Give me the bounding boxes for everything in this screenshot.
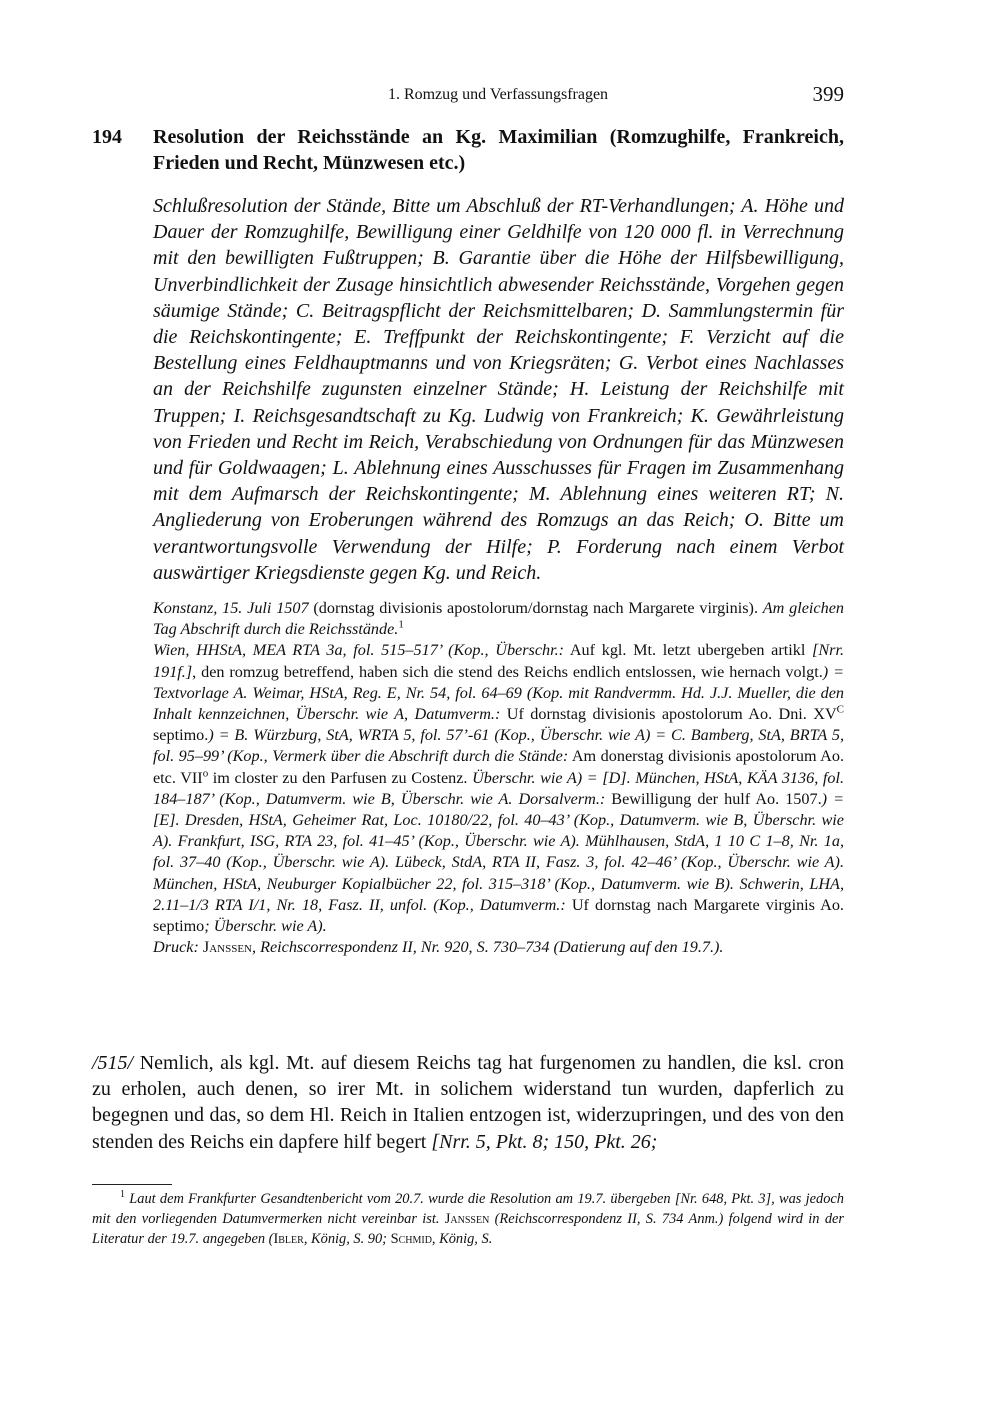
apparatus-quote: Uf dornstag nach Margarete virginis Ao. septimo bbox=[153, 895, 844, 936]
entry-number: 194 bbox=[92, 126, 122, 148]
author-name: Janssen bbox=[439, 1210, 490, 1227]
apparatus-text: Am gleichen Tag Abschrift durch die Reichsstände. bbox=[153, 599, 844, 639]
apparatus-quote: Uf dornstag divisionis apostolorum Ao. Dni. XV bbox=[500, 705, 837, 724]
apparatus-text: , Reichscorrespondenz II, Nr. 920, S. 730–734 (Datierung auf den 19.7.). bbox=[251, 938, 724, 957]
footnote-text: , König, S. 90; bbox=[303, 1230, 391, 1247]
footnote-marker[interactable]: 1 bbox=[398, 618, 404, 631]
source-apparatus bbox=[153, 598, 844, 958]
regest-summary: Schlußresolution der Stände, Bitte um Abschluß der RT-Verhandlungen; A. Höhe und Dauer der Romzughilfe, Bewilligung einer Geldhilfe von 120 000 fl. in Verrechnung mit den bewilligten Fußtruppen; B. Garantie über die Höhe der Hilfsbewilligung, Unverbindlichkeit der Zusage hinsichtlich abwesender Reichsstände, Vorgehen gegen säumige Stände; C. Beitragspflicht der Reichsmittelbaren; D. Sammlungstermin für die Reichskontingente; E. Treffpunkt der Reichskontingente; F. Verzicht auf die Bestellung eines Feldhauptmanns und von Kriegsräten; G. Verbot eines Nachlasses an der Reichshilfe zugunsten einzelner Stände; H. Leistung der Reichshilfe mit Truppen; I. Reichsgesandtschaft zu Kg. Ludwig von Frankreich; K. Gewährleistung von Frieden und Recht im Reich, Verabschiedung von Ordnungen für das Münzwesen und für Goldwaagen; L. Ablehnung eines Ausschusses für Fragen im Zusammenhang mit dem Aufmarsch der Reichskontingente; M. Ablehnung eines weiteren RT; N. Angliederung von Eroberungen während des Romzugs an das Reich; O. Bitte um verantwortungsvolle Verwendung der Hilfe; P. Forderung nach einem Verbot auswärtiger Kriegsdienste gegen Kg. und Reich. bbox=[153, 195, 844, 584]
apparatus-text: Überschr. wie A) = [D]. München, HStA, KÄA 3136, fol. 184–187’ (Kop., Datumverm. wie B, Überschr. wie A. Dorsalverm.: bbox=[153, 768, 844, 808]
entry-title: Resolution der Reichsstände an Kg. Maximilian (Romzughilfe, Frankreich, Frieden und Recht, Münzwesen etc.) bbox=[153, 126, 844, 174]
footnote-text: Laut dem Frankfurter Gesandtenbericht vom 20.7. wurde die Resolution am 19.7. übergeben [Nr. 648, Pkt. 3], was jedoch mit den vorliegenden Datumvermerken nicht vereinbar ist. bbox=[92, 1191, 844, 1227]
apparatus-text: Wien, HHStA, MEA RTA 3a, fol. 515–517’ (Kop., Überschr.: bbox=[153, 641, 565, 660]
apparatus-reference: [Nrr. 191f.] bbox=[153, 641, 844, 681]
footnote-text: , König, S. bbox=[431, 1230, 493, 1247]
apparatus-quote: Auf kgl. Mt. letzt ubergeben artikl bbox=[564, 641, 813, 660]
apparatus-superscript: C bbox=[836, 703, 844, 716]
apparatus-quote: im closter zu den Parfusen zu Costenz. bbox=[208, 768, 473, 787]
footnote-text: (Reichscorrespondenz II, S. 734 Anm.) folgend wird in der Literatur der 19.7. angegeben ( bbox=[92, 1210, 844, 1247]
running-head-title: 1. Romzug und Verfassungsfragen bbox=[387, 86, 609, 103]
footnote-divider bbox=[92, 1184, 172, 1185]
print-label: Druck: bbox=[153, 938, 199, 957]
cross-reference: [Nrr. 5, Pkt. 8; 150, Pkt. 26; bbox=[431, 1130, 658, 1153]
apparatus-text: ; Überschr. wie A). bbox=[204, 917, 327, 936]
author-name: Schmid bbox=[390, 1230, 432, 1247]
edition-text-run: Nemlich, als kgl. Mt. auf diesem Reichs tag hat furgenomen zu handlen, die ksl. cron zu erholen, auch denen, so irer Mt. in solichem widerstand tun wurden, dapferlich zu begegnen und das, so dem Hl. Reich in Italien entzogen ist, widerzupringen, und des von den stenden des Reichs ein dapfere hilf begert bbox=[92, 1052, 844, 1153]
apparatus-quote: septimo. bbox=[153, 726, 209, 745]
author-name: Ibler bbox=[273, 1230, 304, 1247]
apparatus-text: ) = B. Würzburg, StA, WRTA 5, fol. 57’-61 (Kop., Überschr. wie A) = C. Bamberg, StA, BRTA 5, fol. 95–99’ (Kop., Vermerk über die Abschrift durch die Stände: bbox=[153, 726, 844, 766]
edition-text bbox=[92, 1050, 844, 1155]
footnote-mark: 1 bbox=[120, 1189, 125, 1201]
apparatus-superscript: o bbox=[202, 767, 209, 780]
running-head bbox=[152, 82, 844, 112]
apparatus-text: ) = [E]. Dresden, HStA, Geheimer Rat, Loc. 10180/22, fol. 40–43’ (Kop., Datumverm. wie B, Überschr. wie A). Frankfurt, ISG, RTA 23, fol. 41–45’ (Kop., Überschr. wie A). Mühlhausen, StdA, 1 10 C 1–8, Nr. 1a, fol. 37–40 (Kop., Überschr. wie A). Lübeck, StdA, RTA II, Fasz. 3, fol. 42–46’ (Kop., Überschr. wie A). München, HStA, Neuburger Kopialbücher 22, fol. 315–318’ (Kop., Datumverm. wie B). Schwerin, LHA, 2.11–1/3 RTA I/1, Nr. 18, Fasz. II, unfol. (Kop., Datumverm.: bbox=[153, 789, 844, 914]
entry-heading bbox=[92, 124, 844, 176]
apparatus-text: (dornstag divisionis apostolorum/dornstag nach Margarete virginis). bbox=[308, 599, 763, 617]
apparatus-quote: , den romzug betreffend, haben sich die stend des Reichs endlich entslossen, wie hernach volgt. bbox=[192, 662, 823, 681]
apparatus-quote: Bewilligung der hulf Ao. 1507. bbox=[605, 789, 822, 808]
date-place: Konstanz, 15. Juli 1507 bbox=[153, 599, 309, 617]
author-name: Janssen bbox=[198, 938, 252, 957]
page-number: 399 bbox=[812, 82, 844, 106]
apparatus-text: ) = Textvorlage A. Weimar, HStA, Reg. E, Nr. 54, fol. 64–69 (Kop. mit Randvermm. Hd. J.J. Mueller, die den Inhalt kennzeichnen, Überschr. wie A, Datumverm.: bbox=[153, 662, 844, 724]
footnote-1 bbox=[92, 1190, 844, 1249]
folio-marker: /515/ bbox=[92, 1052, 134, 1074]
apparatus-quote: Am donerstag divisionis apostolorum Ao. etc. VII bbox=[153, 747, 845, 787]
